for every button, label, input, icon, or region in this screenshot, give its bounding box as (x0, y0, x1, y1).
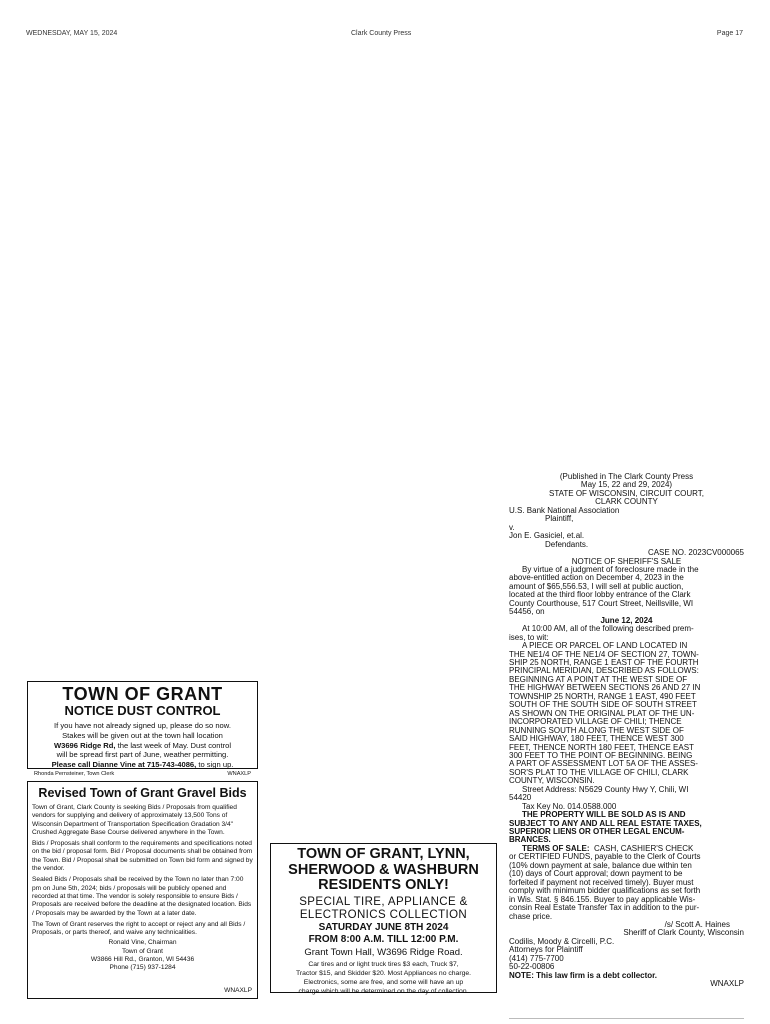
tire-title-line: TOWN OF GRANT, LYNN, (297, 846, 470, 862)
legal-line: STATE OF WISCONSIN, CIRCUIT COURT, (549, 488, 704, 498)
legal-line: COUNTY, WISCONSIN. (509, 776, 595, 786)
legal-line: in Wis. Stat. § 846.155. Buyer to pay applicable Wis- (509, 894, 696, 904)
legal-line: AS SHOWN ON THE ORIGINAL PLAT OF THE UN- (509, 708, 695, 718)
legal-line: 54456, on (509, 607, 545, 617)
gravel-notice-title: Revised Town of Grant Gravel Bids (38, 786, 247, 800)
tire-location: Grant Town Hall, W3696 Ridge Road. (304, 946, 463, 958)
dust-line: If you have not already signed up, please do so now. (54, 721, 231, 730)
tire-pricing (271, 960, 496, 996)
header-page-number: Page 17 (716, 30, 743, 37)
legal-line: SUPERIOR LIENS OR OTHER LEGAL ENCUM- (509, 827, 685, 837)
dust-signature-row (28, 770, 257, 777)
legal-line: (414) 775-7700 (509, 953, 564, 963)
legal-line: 50-22-00806 (509, 962, 555, 972)
legal-line: Tax Key No. 014.0588.000 (522, 801, 617, 811)
legal-line: amount of $65,556.53, I will sell at public auction, (509, 581, 684, 591)
legal-line: 54420 (509, 793, 532, 803)
legal-line: THE HIGHWAY BETWEEN SECTIONS 26 AND 27 IN (509, 683, 701, 693)
legal-line: TOWNSHIP 25 NORTH, RANGE 1 EAST, 490 FEET (509, 691, 696, 701)
gravel-paragraph: Sealed Bids / Proposals shall be received by the Town no later than 7:00 pm on June 5th, 2024; bids / proposals will be publicly opened and recorded at that time. The vendor is solely responsible to ensure Bids / Proposals are received before the deadline at the designated location. Bids / Proposals may be awarded by the Town at a later date. (32, 876, 252, 917)
legal-line: SOR'S PLAT TO THE VILLAGE OF CHILI, CLARK (509, 767, 689, 777)
legal-line: BEGINNING AT A POINT AT THE WEST SIDE OF (509, 674, 688, 684)
legal-line: THE PROPERTY WILL BE SOLD AS IS AND (522, 810, 686, 820)
dust-line (28, 741, 257, 751)
legal-line: forfeited if payment not received timely). Buyer must (509, 877, 694, 887)
dust-line (28, 760, 257, 770)
legal-line: v. (509, 522, 515, 532)
legal-case-number: CASE NO. 2023CV000065 (647, 548, 744, 558)
header-paper-name: Clark County Press (351, 30, 412, 37)
tire-time: FROM 8:00 A.M. TILL 12:00 P.M. (308, 933, 459, 945)
legal-line: FEET, THENCE NORTH 180 FEET, THENCE EAST (509, 742, 694, 752)
tire-subtitle-line: SPECIAL TIRE, APPLIANCE & (299, 895, 468, 908)
gravel-paragraph: Bids / Proposals shall conform to the requirements and specifications noted on the bid / proposal form. Bid / Proposal documents shall be obtained from the Town. Bid / Proposal shall be submitted on Town bid form and signed by the vendor. (32, 840, 253, 873)
legal-debt-note: NOTE: This law firm is a debt collector. (509, 970, 658, 980)
legal-line: A PART OF ASSESSMENT LOT 5A OF THE ASSES- (509, 759, 698, 769)
legal-line: (10% down payment at sale, balance due within ten (509, 860, 692, 870)
legal-line: SHIP 25 NORTH, RANGE 1 EAST OF THE FOURTH (509, 657, 699, 667)
tire-collection-notice (270, 843, 497, 993)
legal-line: ises, to wit: (509, 632, 549, 642)
legal-line: May 15, 22 and 29, 2024) (580, 480, 673, 490)
dust-code: WNAXLP (227, 770, 251, 777)
dust-line-rest: to sign up. (196, 760, 234, 770)
dust-notice-body (28, 721, 257, 770)
legal-line: consin Real Estate Transfer Tax in addition to the pur- (509, 903, 700, 913)
tire-subtitle-line: ELECTRONICS COLLECTION (299, 908, 468, 921)
gravel-town: Town of Grant (121, 947, 164, 955)
tire-pricing-line: Car tires and or light truck tires $3 each, Truck $7, (308, 960, 459, 968)
tire-notice-subtitle (271, 896, 496, 922)
legal-line: PRINCIPAL MERIDIAN, DESCRIBED AS FOLLOWS: (509, 666, 699, 676)
gravel-paragraph: Town of Grant, Clark County is seeking Bids / Proposals from qualified vendors for supplying and delivery of approximately 13,500 Tons of Wisconsin Department of Transportation Specification Gradation 3/4" Crushed Aggregate Base Course delivered anywhere in the Town. (32, 804, 237, 836)
legal-line: At 10:00 AM, all of the following described prem- (522, 624, 694, 634)
legal-terms-label: TERMS OF SALE: (522, 843, 590, 853)
legal-signature: /s/ Scott A. Haines (664, 920, 730, 930)
legal-terms-text: CASH, CASHIER'S CHECK (594, 843, 694, 853)
gravel-address: W3866 Hill Rd., Granton, WI 54436 (90, 956, 195, 964)
legal-line: BRANCES. (509, 835, 551, 845)
legal-line: 300 FEET TO THE POINT OF BEGINNING. BEING (509, 750, 693, 760)
legal-sale-date: June 12, 2024 (600, 615, 653, 625)
legal-line: Defendants. (545, 539, 589, 549)
legal-line: A PIECE OR PARCEL OF LAND LOCATED IN (522, 641, 688, 651)
tire-date: SATURDAY JUNE 8TH 2024 (318, 921, 449, 933)
legal-line: comply with minimum bidder qualifications as set forth (509, 886, 701, 896)
legal-line: above-entitled action on December 4, 2023 in the (509, 573, 684, 583)
dust-signer: Rhonda Pernsteiner, Town Clerk (34, 770, 115, 777)
legal-line: or CERTIFIED FUNDS, payable to the Clerk of Courts (509, 852, 701, 862)
legal-notice-heading: NOTICE OF SHERIFF'S SALE (571, 556, 682, 566)
tire-pricing-line: charge which will be determined on the day of collection. (298, 987, 469, 995)
legal-line: Jon E. Gasiciel, et.al. (509, 531, 585, 541)
legal-line: INCORPORATED VILLAGE OF CHILI; THENCE (509, 717, 682, 727)
dust-control-notice (27, 681, 258, 777)
legal-line: (10) days of Court approval; down payment to be (509, 869, 683, 879)
sheriff-sale-notice (509, 473, 744, 989)
legal-line: U.S. Bank National Association (509, 505, 620, 515)
gravel-bids-notice (27, 781, 258, 999)
legal-code: WNAXLP (710, 979, 744, 989)
gravel-signer: Ronald Vine, Chairman (108, 939, 177, 947)
legal-line: Street Address: N5629 County Hwy Y, Chili, WI (522, 784, 689, 794)
legal-line: CLARK COUNTY (595, 497, 658, 507)
legal-line: Codilis, Moody & Circelli, P.C. (509, 936, 615, 946)
dust-notice-title: TOWN OF GRANT (62, 684, 223, 704)
gravel-paragraph: The Town of Grant reserves the right to accept or reject any and all Bids / Proposals, or parts thereof, and waive any technicalities. (32, 920, 246, 937)
legal-line: Plaintiff, (545, 514, 574, 524)
tire-notice-title (271, 847, 496, 894)
legal-line: chase price. (509, 911, 553, 921)
tire-pricing-line: Electronics, some are free, and some will have an up (303, 978, 464, 986)
legal-line: Attorneys for Plaintiff (509, 945, 583, 955)
header-date: WEDNESDAY, MAY 15, 2024 (26, 30, 118, 37)
dust-address: W3696 Ridge Rd, (53, 740, 116, 750)
tire-pricing-line: Tractor $15, and Skidder $20. Most Appliances no charge. (295, 969, 472, 977)
legal-line: County Courthouse, 517 Court Street, Neillsville, WI (509, 598, 694, 608)
dust-line: will be spread first part of June, weather permitting. (56, 750, 229, 760)
legal-line: (Published in The Clark County Press (559, 472, 694, 481)
legal-signature-title: Sheriff of Clark County, Wisconsin (623, 928, 744, 938)
legal-line: SOUTH OF THE SOUTH SIDE OF SOUTH STREET (509, 700, 697, 710)
gravel-signature (32, 939, 253, 972)
dust-contact: Please call Dianne Vine at 715-743-4086, (51, 760, 197, 770)
legal-line: located at the third floor lobby entrance of the Clark (509, 590, 691, 600)
gravel-code: WNAXLP (224, 987, 252, 994)
legal-line: SAID HIGHWAY, 180 FEET, THENCE WEST 300 (509, 734, 684, 744)
dust-line-rest: the last week of May. Dust control (115, 740, 232, 750)
legal-line: THE NE1/4 OF THE NE1/4 OF SECTION 27, TOWN- (509, 649, 699, 659)
gravel-phone: Phone (715) 937-1284 (109, 964, 176, 972)
legal-line: RUNNING SOUTH ALONG THE WEST SIDE OF (509, 725, 684, 735)
column-rule (509, 1018, 744, 1019)
legal-line: By virtue of a judgment of foreclosure made in the (522, 564, 699, 574)
legal-line: SUBJECT TO ANY AND ALL REAL ESTATE TAXES, (509, 818, 702, 828)
dust-line: Stakes will be given out at the town hall location (62, 730, 223, 740)
dust-notice-subtitle: NOTICE DUST CONTROL (64, 703, 221, 718)
tire-title-line: SHERWOOD & WASHBURN (288, 861, 479, 878)
tire-title-line: RESIDENTS ONLY! (318, 877, 449, 893)
